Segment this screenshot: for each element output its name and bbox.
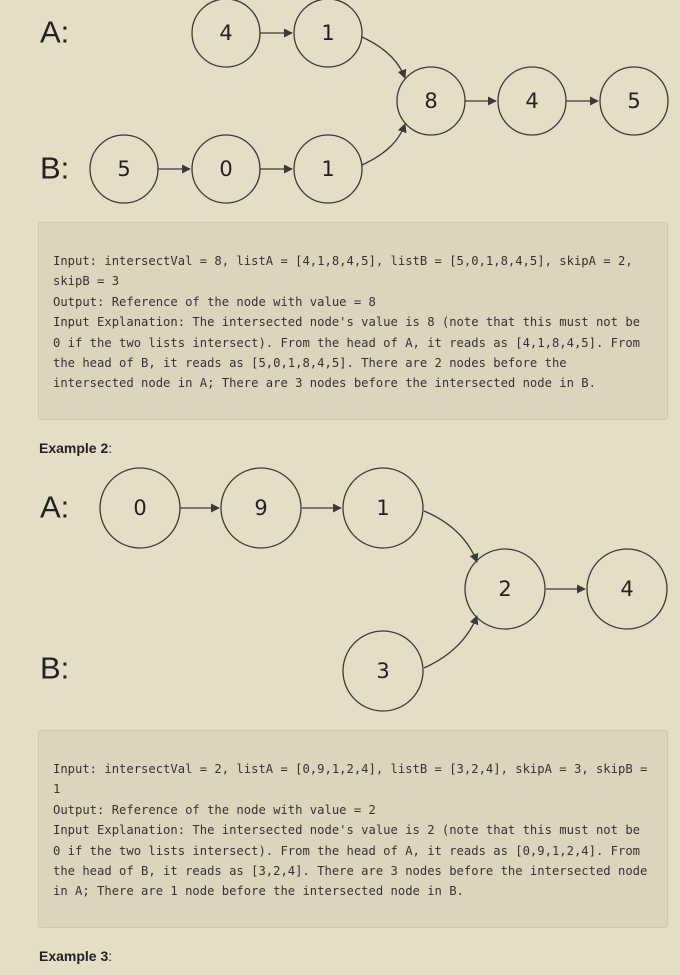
node-value: 1 [321,21,335,45]
node-value: 8 [424,89,438,113]
list-b-label: B: [40,650,70,686]
explanation-line: Input Explanation: The intersected node's value is 8 (note that this must not be 0 if the two lists intersect). From the head of A, it reads as [4,1,8,4,5]. From the head of B, it reads as [5,0,1,8,4,5]. There are 2 nodes before the intersected node in A; There are 3 nodes before the intersected node in B. [53,315,648,391]
node-value: 2 [498,577,512,601]
input-line: Input: intersectVal = 2, listA = [0,9,1,2,4], listB = [3,2,4], skipA = 3, skipB = 1 [53,762,655,797]
input-line: Input: intersectVal = 8, listA = [4,1,8,4,5], listB = [5,0,1,8,4,5], skipA = 2, skipB = 3 [53,254,641,289]
list-node [90,135,158,203]
example-heading-title: Example 3 [39,948,109,964]
node-value: 5 [627,89,641,113]
list-node [192,135,260,203]
output-line: Output: Reference of the node with value = 2 [53,802,376,817]
node-value: 1 [321,157,335,181]
list-a-label: A: [40,489,70,525]
list-node [192,0,260,67]
node-value: 5 [117,157,131,181]
heading-colon: : [108,440,113,456]
edge-a2-c1 [362,37,405,78]
node-value: 4 [219,21,233,45]
node-value: 0 [219,157,233,181]
edge-a3-c1 [424,511,477,562]
node-value: 4 [525,89,539,113]
example1-diagram [0,0,680,212]
node-value: 9 [254,496,268,520]
heading-colon: : [108,948,113,964]
list-node [294,0,362,67]
list-node [498,67,566,135]
intersection-node [465,549,545,629]
node-value: 1 [376,496,390,520]
example2-code-block [38,730,668,928]
example2-diagram [0,466,680,716]
edge-b1-c1 [424,616,477,668]
list-node [221,468,301,548]
example-heading-title: Example 2 [39,440,109,456]
edge-b3-c1 [362,124,405,165]
list-node [100,468,180,548]
node-value: 3 [376,659,390,683]
example2-heading [39,440,112,456]
list-b-label: B: [40,150,70,186]
list-node [294,135,362,203]
example3-heading [39,948,112,964]
list-a-label: A: [40,14,70,50]
output-line: Output: Reference of the node with value = 8 [53,294,376,309]
list-node [600,67,668,135]
node-value: 4 [620,577,634,601]
explanation-line: Input Explanation: The intersected node's value is 2 (note that this must not be 0 if the two lists intersect). From the head of A, it reads as [0,9,1,2,4]. From the head of B, it reads as [3,2,4]. There are 3 nodes before the intersected node in A; There are 1 node before the intersected node in B. [53,823,655,899]
list-node [343,468,423,548]
list-node [343,631,423,711]
list-node [587,549,667,629]
intersection-node [397,67,465,135]
example1-code-block [38,222,668,420]
node-value: 0 [133,496,147,520]
